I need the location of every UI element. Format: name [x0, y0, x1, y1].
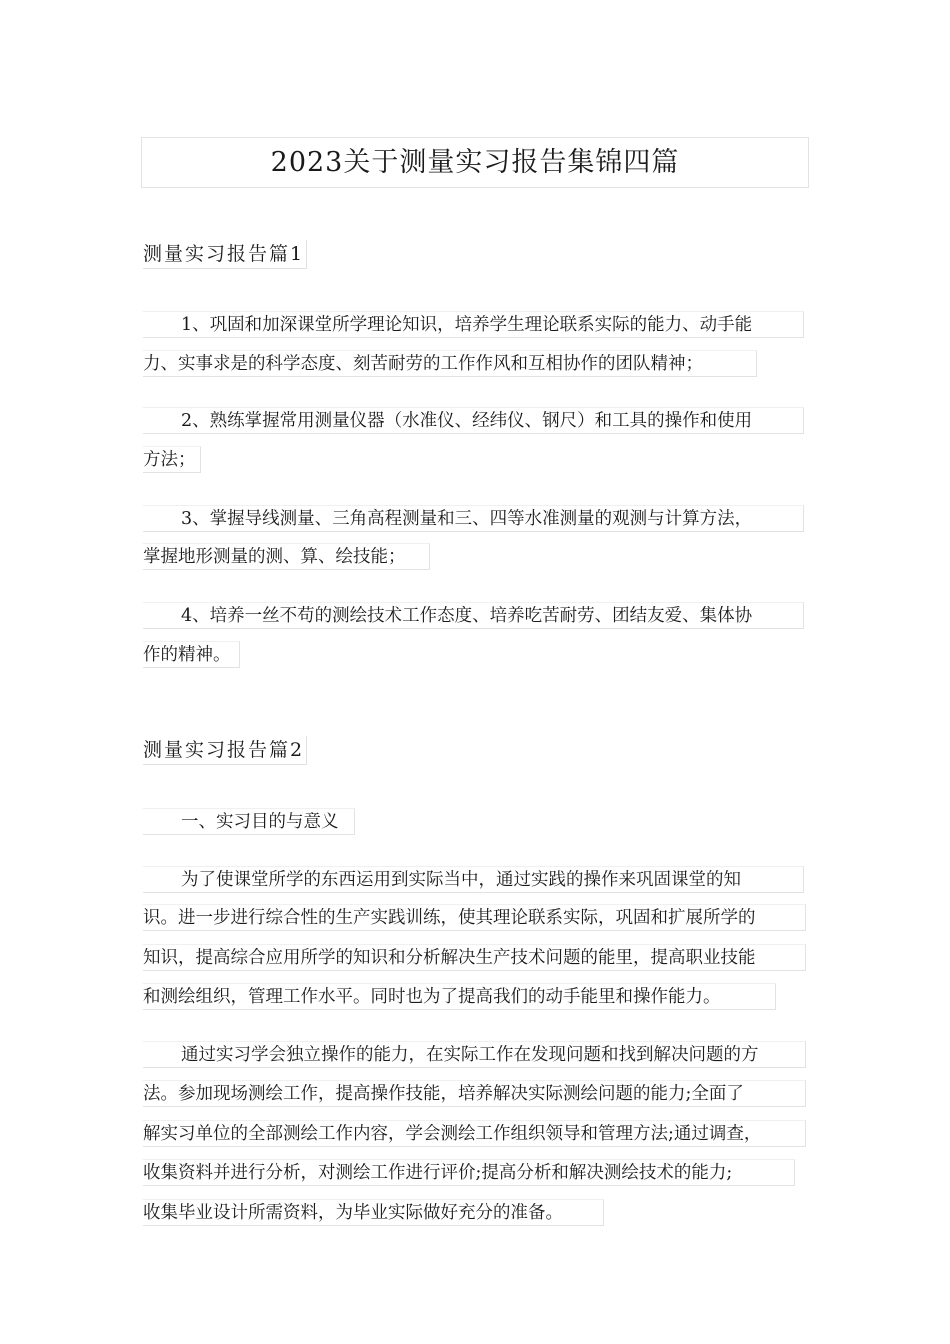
paragraph-line: 2、熟练掌握常用测量仪器（水准仪、经纬仪、钢尺）和工具的操作和使用: [143, 407, 804, 434]
paragraph-line: 为了使课堂所学的东西运用到实际当中，通过实践的操作来巩固课堂的知: [143, 866, 804, 893]
paragraph-line: 收集资料并进行分析，对测绘工作进行评价;提高分析和解决测绘技术的能力;: [143, 1159, 795, 1186]
paragraph-line: 掌握地形测量的测、算、绘技能；: [143, 543, 430, 570]
paragraph-line: 3、掌握导线测量、三角高程测量和三、四等水准测量的观测与计算方法，: [143, 505, 804, 532]
section-heading-2: 测量实习报告篇2: [143, 736, 307, 765]
paragraph-line: 知识，提高综合应用所学的知识和分析解决生产技术问题的能里，提高职业技能: [143, 944, 806, 971]
paragraph-line: 4、培养一丝不苟的测绘技术工作态度、培养吃苦耐劳、团结友爱、集体协: [143, 602, 804, 629]
paragraph-line: 法。参加现场测绘工作，提高操作技能，培养解决实际测绘问题的能力;全面了: [143, 1080, 806, 1107]
paragraph-line: 收集毕业设计所需资料，为毕业实际做好充分的准备。: [143, 1199, 604, 1226]
paragraph-line: 通过实习学会独立操作的能力，在实际工作在发现问题和找到解决问题的方: [143, 1041, 806, 1068]
paragraph-line: 1、巩固和加深课堂所学理论知识，培养学生理论联系实际的能力、动手能: [143, 311, 804, 338]
document-title: 2023关于测量实习报告集锦四篇: [141, 137, 809, 188]
subheading: 一、实习目的与意义: [143, 808, 355, 835]
paragraph-line: 作的精神。: [143, 641, 240, 668]
section-heading-1: 测量实习报告篇1: [143, 240, 307, 269]
paragraph-line: 方法；: [143, 446, 201, 473]
paragraph-line: 识。进一步进行综合性的生产实践训练，使其理论联系实际，巩固和扩展所学的: [143, 904, 806, 931]
paragraph-line: 力、实事求是的科学态度、刻苦耐劳的工作作风和互相协作的团队精神；: [143, 350, 757, 377]
paragraph-line: 和测绘组织，管理工作水平。同时也为了提高我们的动手能里和操作能力。: [143, 983, 776, 1010]
paragraph-line: 解实习单位的全部测绘工作内容，学会测绘工作组织领导和管理方法;通过调查，: [143, 1120, 806, 1147]
